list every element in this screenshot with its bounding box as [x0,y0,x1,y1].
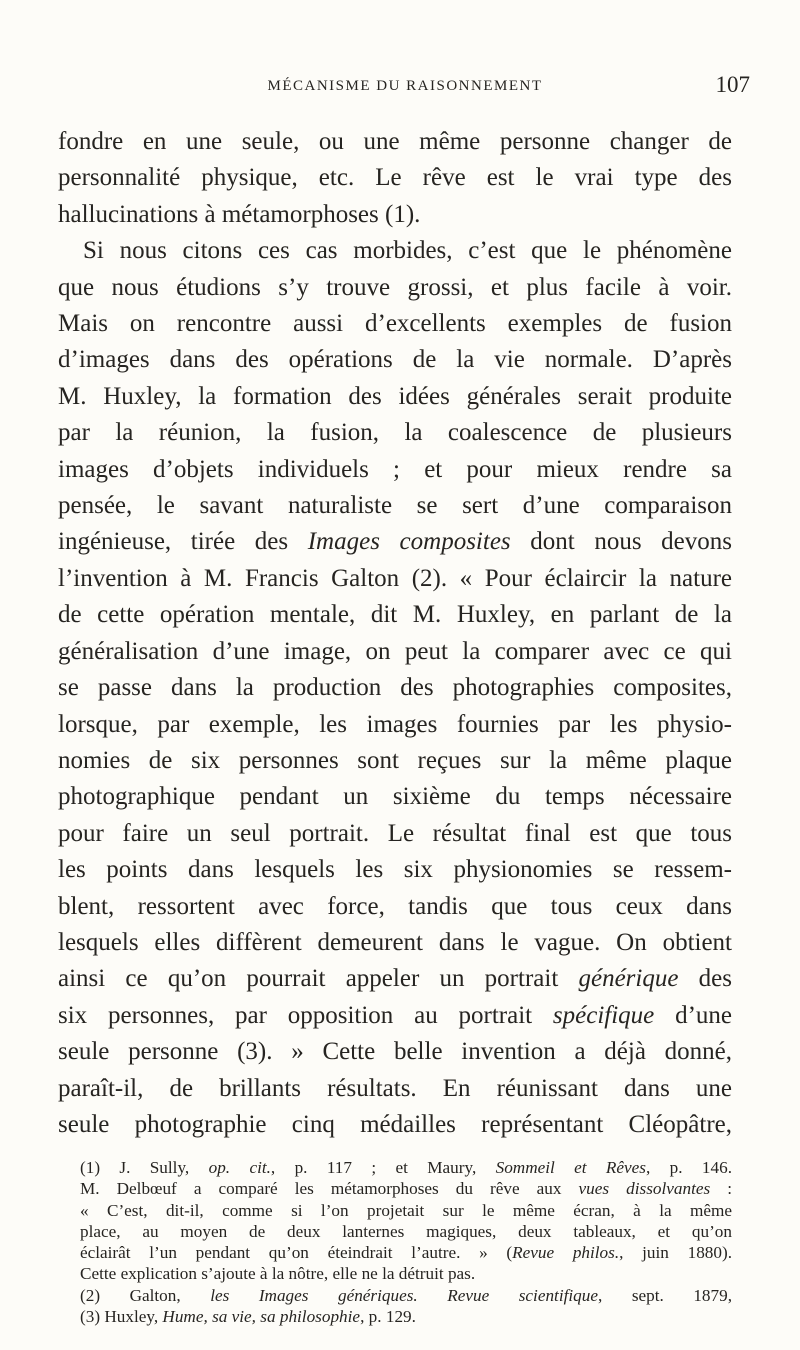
footnote-3 [58,1306,732,1327]
text-line: d’images dans des opérations de la vie normale. D’après [58,346,732,374]
text-line: par la réunion, la fusion, la coalescence de plusieurs [58,419,732,447]
italic-span: Revue philos. [512,1243,620,1263]
text-span: d’une [654,1001,732,1029]
text-line: paraît-il, de brillants résultats. En réunissant dans une [58,1074,732,1102]
text-line: photographique pendant un sixième du temps nécessaire [58,783,732,811]
footnote-2 [58,1285,732,1306]
text-span: des [678,965,732,993]
text-line: que nous étudions s’y trouve grossi, et plus facile à voir. [58,273,732,301]
text-span: (2) Galton, [80,1285,211,1305]
text-line: blent, ressortent avec force, tandis que tous ceux dans [58,892,732,920]
italic-word: spécifique [552,1001,655,1029]
text-line: M. Huxley, la formation des idées générales serait produite [58,382,732,410]
text-span: , p. 117 ; et Maury, [270,1158,496,1177]
footnote-line [58,1242,732,1263]
footnote-line [58,1178,732,1199]
text-line: Mais on rencontre aussi d’excellents exemples de fusion [58,310,732,338]
italic-span: Sommeil et Rêves [495,1158,647,1177]
text-line [58,961,732,997]
italic-span: vues dissolvantes [578,1179,711,1199]
italic-word: générique [578,965,679,993]
text-span: ainsi ce qu’on pourrait appeler un portrait [58,965,579,993]
text-line: généralisation d’une image, on peut la comparer avec ce qui [58,637,732,665]
text-line: seule photographie cinq médailles représentant Cléopâtre, [58,1110,732,1138]
running-title: MÉCANISME DU RAISONNEMENT [267,78,543,94]
page-header [60,72,750,112]
text-span: , sept. 1879, [597,1285,733,1305]
page-number: 107 [715,72,750,97]
text-line: pour faire un seul portrait. Le résultat final est que tous [58,819,732,847]
italic-span: Hume, sa vie, sa philosophie [162,1307,361,1327]
text-line: Si nous citons ces cas morbides, c’est que le phénomène [83,237,732,265]
footnote-line: Cette explication s’ajoute à la nôtre, elle ne la détruit pas. [80,1264,476,1284]
text-line: seule personne (3). » Cette belle invention a déjà donné, [58,1038,732,1066]
text-line: fondre en une seule, ou une même personne changer de [58,128,732,155]
text-line: l’invention à M. Francis Galton (2). « Pour éclaircir la nature [58,564,732,592]
footnotes [58,1157,732,1327]
text-line: les points dans lesquels les six physionomies se ressem- [58,856,732,884]
text-line: lesquels elles diffèrent demeurent dans le vague. On obtient [58,928,732,956]
text-span: (3) Huxley, [80,1307,163,1327]
italic-span: les Images génériques. Revue scientifique [210,1285,598,1305]
footnote-line: « C’est, dit-il, comme si l’on projetait sur le même écran, à la même [80,1200,732,1220]
text-span: six personnes, par opposition au portrait [58,1001,553,1029]
text-line: personnalité physique, etc. Le rêve est le vrai type des [58,164,732,192]
text-span: (1) J. Sully, [80,1158,209,1177]
text-line [58,524,732,560]
text-span: ingénieuse, tirée des [58,528,308,556]
footnote-1 [58,1157,732,1178]
text-line: lorsque, par exemple, les images fournies par les physio- [58,710,732,738]
text-line: nomies de six personnes sont reçues sur la même plaque [58,746,732,774]
text-line: images d’objets individuels ; et pour mieux rendre sa [58,455,732,483]
text-span: , juin 1880). [619,1243,732,1263]
text-line: se passe dans la production des photographies composites, [58,674,732,702]
text-line: hallucinations à métamorphoses (1). [58,200,421,228]
text-span: dont nous devons [510,528,732,556]
footnote-line: place, au moyen de deux lanternes magiques, deux tableaux, et qu’on [80,1221,732,1241]
text-line [58,998,732,1034]
italic-title: Images composites [307,528,511,556]
text-span: , p. 129. [360,1307,416,1327]
body-text [58,124,732,1143]
text-span: : [710,1179,732,1199]
italic-span: op. cit. [208,1158,271,1177]
text-span: , p. 146. [646,1158,733,1177]
text-line: de cette opération mentale, dit M. Huxley, en parlant de la [58,601,732,629]
text-line: pensée, le savant naturaliste se sert d’une comparaison [58,492,732,520]
text-span: M. Delbœuf a comparé les métamorphoses du rêve aux [80,1179,579,1199]
text-span: éclairât l’un pendant qu’on éteindrait l’autre. » ( [80,1243,513,1263]
